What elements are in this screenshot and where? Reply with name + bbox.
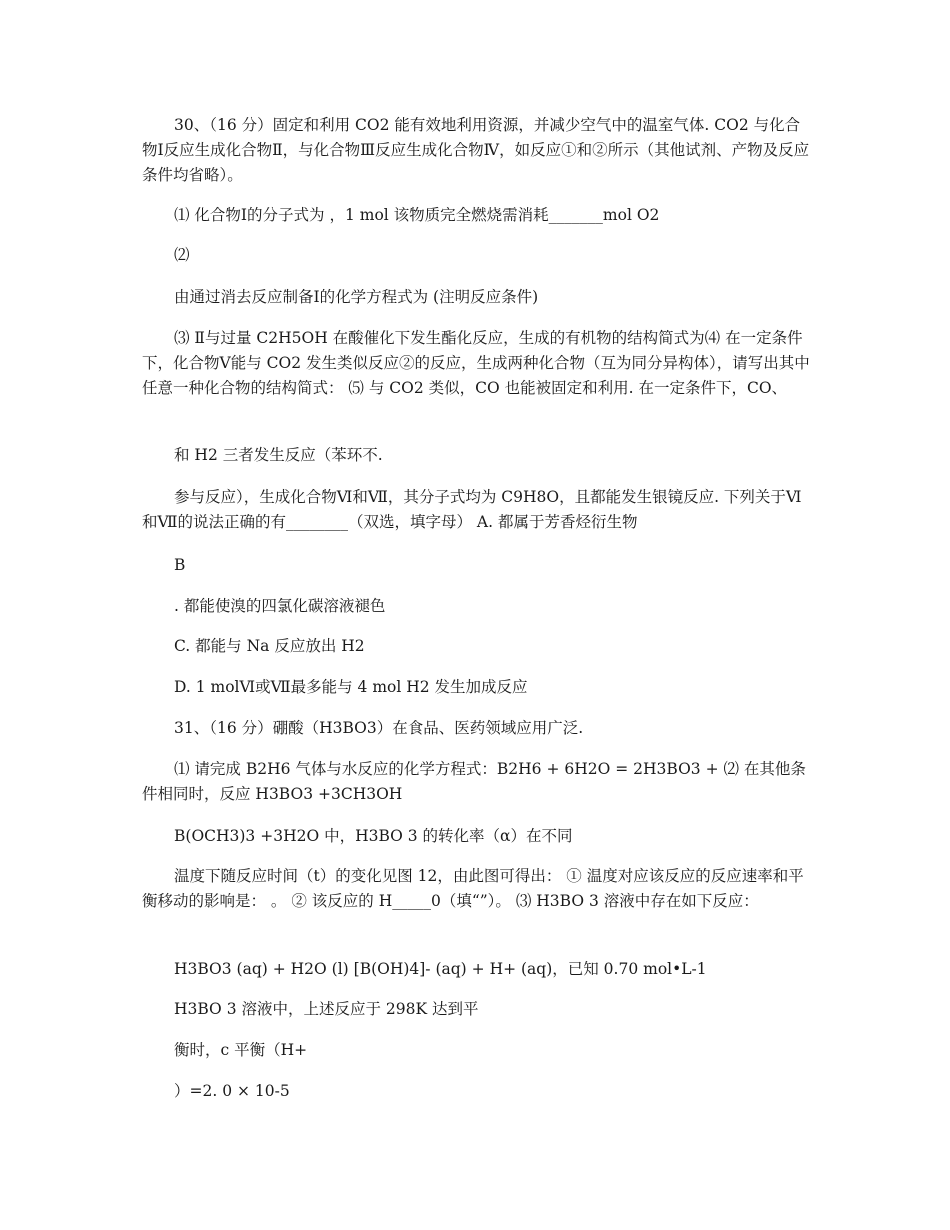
q30-part3-4-5: ⑶ Ⅱ与过量 C2H5OH 在酸催化下发生酯化反应，生成的有机物的结构简式为⑷ 在一定条件下，化合物Ⅴ能与 CO2 发生类似反应②的反应，生成两种化合物（互为同分异构体），请写出其中任意一种化合物的结构简式： ⑸ 与 CO2 类似，CO 也能被固定和利用. 在一定条件下，CO、 (142, 329, 810, 397)
option-c: C. 都能与 Na 反应放出 H2 (174, 637, 365, 655)
q30-part5-question: 参与反应），生成化合物Ⅵ和Ⅶ，其分子式均为 C9H8O，且都能发生银镜反应. 下列关于Ⅵ和Ⅶ的说法正确的有________（双选，填字母） A. 都属于芳香烃衍生物 (142, 488, 802, 531)
q30-part2-text: 由通过消去反应制备Ⅰ的化学方程式为 (注明反应条件) (174, 288, 539, 306)
q30-part1: ⑴ 化合物Ⅰ的分子式为 ，1 mol 该物质完全燃烧需消耗_______mol O2 (174, 206, 660, 224)
option-b-label: B (174, 556, 186, 574)
question-31-intro: 31、（16 分）硼酸（H3BO3）在食品、医药领域应用广泛. (174, 719, 584, 737)
q30-part2-label: ⑵ (174, 246, 190, 264)
q31-part1-2: ⑴ 请完成 B2H6 气体与水反应的化学方程式：B2H6 + 6H2O = 2H3BO3 + ⑵ 在其他条件相同时，反应 H3BO3 +3CH3OH (142, 760, 806, 803)
option-d: D. 1 molⅥ或Ⅶ最多能与 4 mol H2 发生加成反应 (174, 678, 528, 696)
q31-equilibrium-equation: H3BO3 (aq) + H2O (l) [B(OH)4]- (aq) + H+ (aq)，已知 0.70 mol•L-1 (174, 960, 707, 978)
q30-part5-continued: 和 H2 三者发生反应（苯环不. (174, 446, 383, 464)
q31-temperature-text: 温度下随反应时间（t）的变化见图 12，由此图可得出： ① 温度对应该反应的反应速率和平衡移动的影响是： 。 ② 该反应的 H_____0（填“”）。 ⑶ H3BO 3 溶液中存在如下反应： (142, 867, 804, 910)
q31-concentration-value: ）=2. 0 × 10-5 (174, 1082, 290, 1100)
q31-solution-text: H3BO 3 溶液中，上述反应于 298K 达到平 (174, 1000, 479, 1018)
q31-equation-continued: B(OCH3)3 +3H2O 中，H3BO 3 的转化率（α）在不同 (174, 827, 573, 845)
question-30-intro: 30、（16 分）固定和利用 CO2 能有效地利用资源，并减少空气中的温室气体. CO2 与化合物Ⅰ反应生成化合物Ⅱ，与化合物Ⅲ反应生成化合物Ⅳ，如反应①和②所示（其他试剂、产物及反应条件均省略）。 (142, 116, 810, 184)
option-b-text: . 都能使溴的四氯化碳溶液褪色 (174, 597, 386, 615)
q31-equilibrium-text: 衡时，c 平衡（H+ (174, 1041, 308, 1059)
